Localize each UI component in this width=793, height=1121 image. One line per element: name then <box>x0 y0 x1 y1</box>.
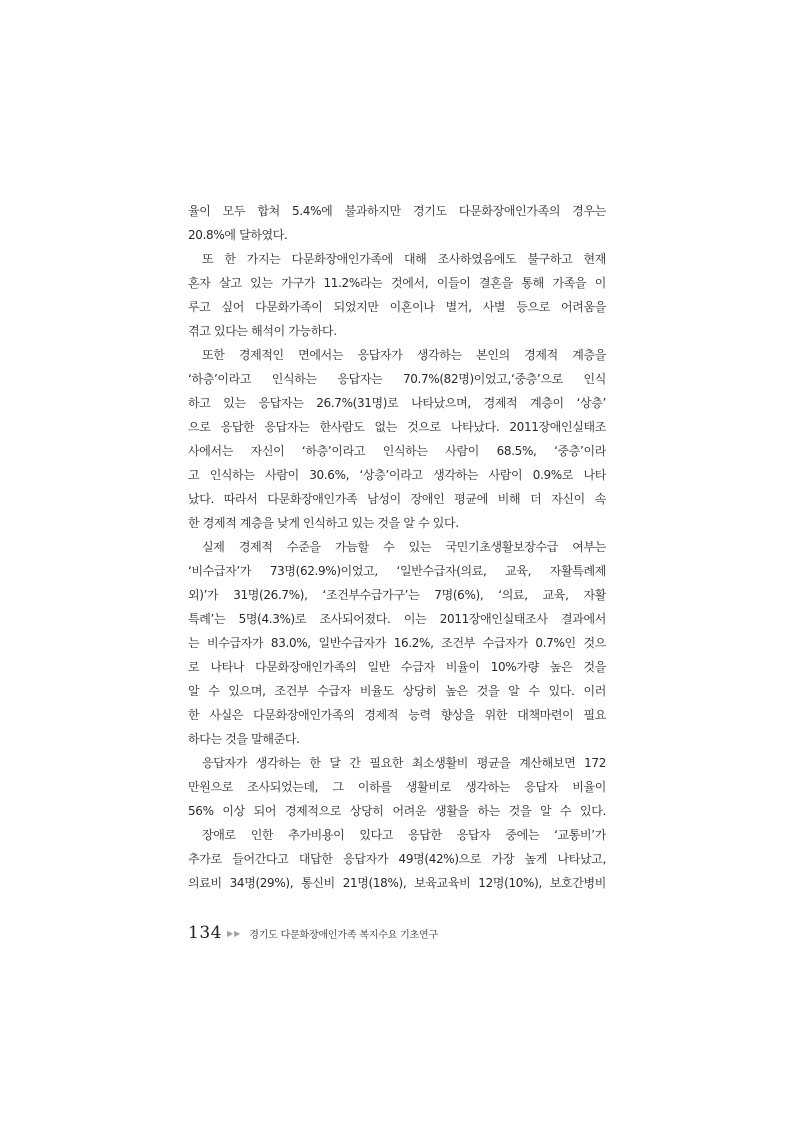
page-footer <box>188 922 438 944</box>
text-line: ‘비수급자’가 73명(62.9%)이었고, ‘일반수급자(의료, 교육, 자활특례제 <box>188 564 606 578</box>
text-line: 20.8%에 달하였다. <box>188 228 288 242</box>
text-line: 알 수 있으며, 조건부 수급자 비율도 상당히 높은 것을 알 수 있다. 이러 <box>188 684 606 698</box>
text-line: 났다. 따라서 다문화장애인가족 남성이 장애인 평균에 비해 더 자신이 속 <box>188 492 606 506</box>
text-line: 으로 응답한 응답자는 한사람도 없는 것으로 나타났다. 2011장애인실태조 <box>188 420 606 434</box>
text-line: 또 한 가지는 다문화장애인가족에 대해 조사하였음에도 불구하고 현재 <box>202 252 606 266</box>
text-line: 로 나타나 다문화장애인가족의 일반 수급자 비율이 10%가량 높은 것을 <box>188 660 606 674</box>
body-text <box>188 199 606 895</box>
text-line: 외)’가 31명(26.7%), ‘조건부수급가구’는 7명(6%), ‘의료, 교육, 자활 <box>188 588 606 602</box>
text-line: 또한 경제적인 면에서는 응답자가 생각하는 본인의 경제적 계층을 <box>202 348 606 362</box>
text-line: 고 인식하는 사람이 30.6%, ‘상층’이라고 생각하는 사람이 0.9%로 나타 <box>188 468 606 482</box>
text-line: 만원으로 조사되었는데, 그 이하를 생활비로 생각하는 응답자 비율이 <box>188 780 606 794</box>
text-line: 한 경제적 계층을 낮게 인식하고 있는 것을 알 수 있다. <box>188 516 459 530</box>
page-number: 134 <box>188 923 222 943</box>
text-line: 하고 있는 응답자는 26.7%(31명)로 나타났으며, 경제적 계층이 ‘상층’ <box>188 396 606 410</box>
text-line: 특례’는 5명(4.3%)로 조사되어졌다. 이는 2011장애인실태조사 결과에서 <box>188 612 606 626</box>
double-arrow-icon: ▶ ▶ <box>226 928 241 938</box>
text-line: 추가로 들어간다고 대답한 응답자가 49명(42%)으로 가장 높게 나타났고, <box>188 852 606 866</box>
text-line: 응답자가 생각하는 한 달 간 필요한 최소생활비 평균을 계산해보면 172 <box>202 756 606 770</box>
text-line: 의료비 34명(29%), 통신비 21명(18%), 보육교육비 12명(10%), 보호간병비 <box>188 876 606 890</box>
text-line: 사에서는 자신이 ‘하층’이라고 인식하는 사람이 68.5%, ‘중층’이라 <box>188 444 606 458</box>
text-line: 56% 이상 되어 경제적으로 상당히 어려운 생활을 하는 것을 알 수 있다. <box>188 804 606 818</box>
text-line: 겪고 있다는 해석이 가능하다. <box>188 324 337 338</box>
text-line: 하다는 것을 말해준다. <box>188 732 300 746</box>
text-line: 장애로 인한 추가비용이 있다고 응답한 응답자 중에는 ‘교통비’가 <box>202 828 606 842</box>
text-line: 는 비수급자가 83.0%, 일반수급자가 16.2%, 조건부 수급자가 0.7%인 것으 <box>188 636 606 650</box>
text-line: ‘하층’이라고 인식하는 응답자는 70.7%(82명)이었고,‘중층’으로 인식 <box>188 372 606 386</box>
text-line: 루고 싶어 다문화가족이 되었지만 이혼이나 별거, 사별 등으로 어려움을 <box>188 300 606 314</box>
text-line: 율이 모두 합쳐 5.4%에 불과하지만 경기도 다문화장애인가족의 경우는 <box>188 204 606 218</box>
text-line: 실제 경제적 수준을 가늠할 수 있는 국민기초생활보장수급 여부는 <box>202 540 606 554</box>
running-title: 경기도 다문화장애인가족 복지수요 기초연구 <box>249 929 438 941</box>
text-line: 한 사실은 다문화장애인가족의 경제적 능력 향상을 위한 대책마련이 필요 <box>188 708 606 722</box>
text-line: 혼자 살고 있는 가구가 11.2%라는 것에서, 이들이 결혼을 통해 가족을 이 <box>188 276 606 290</box>
